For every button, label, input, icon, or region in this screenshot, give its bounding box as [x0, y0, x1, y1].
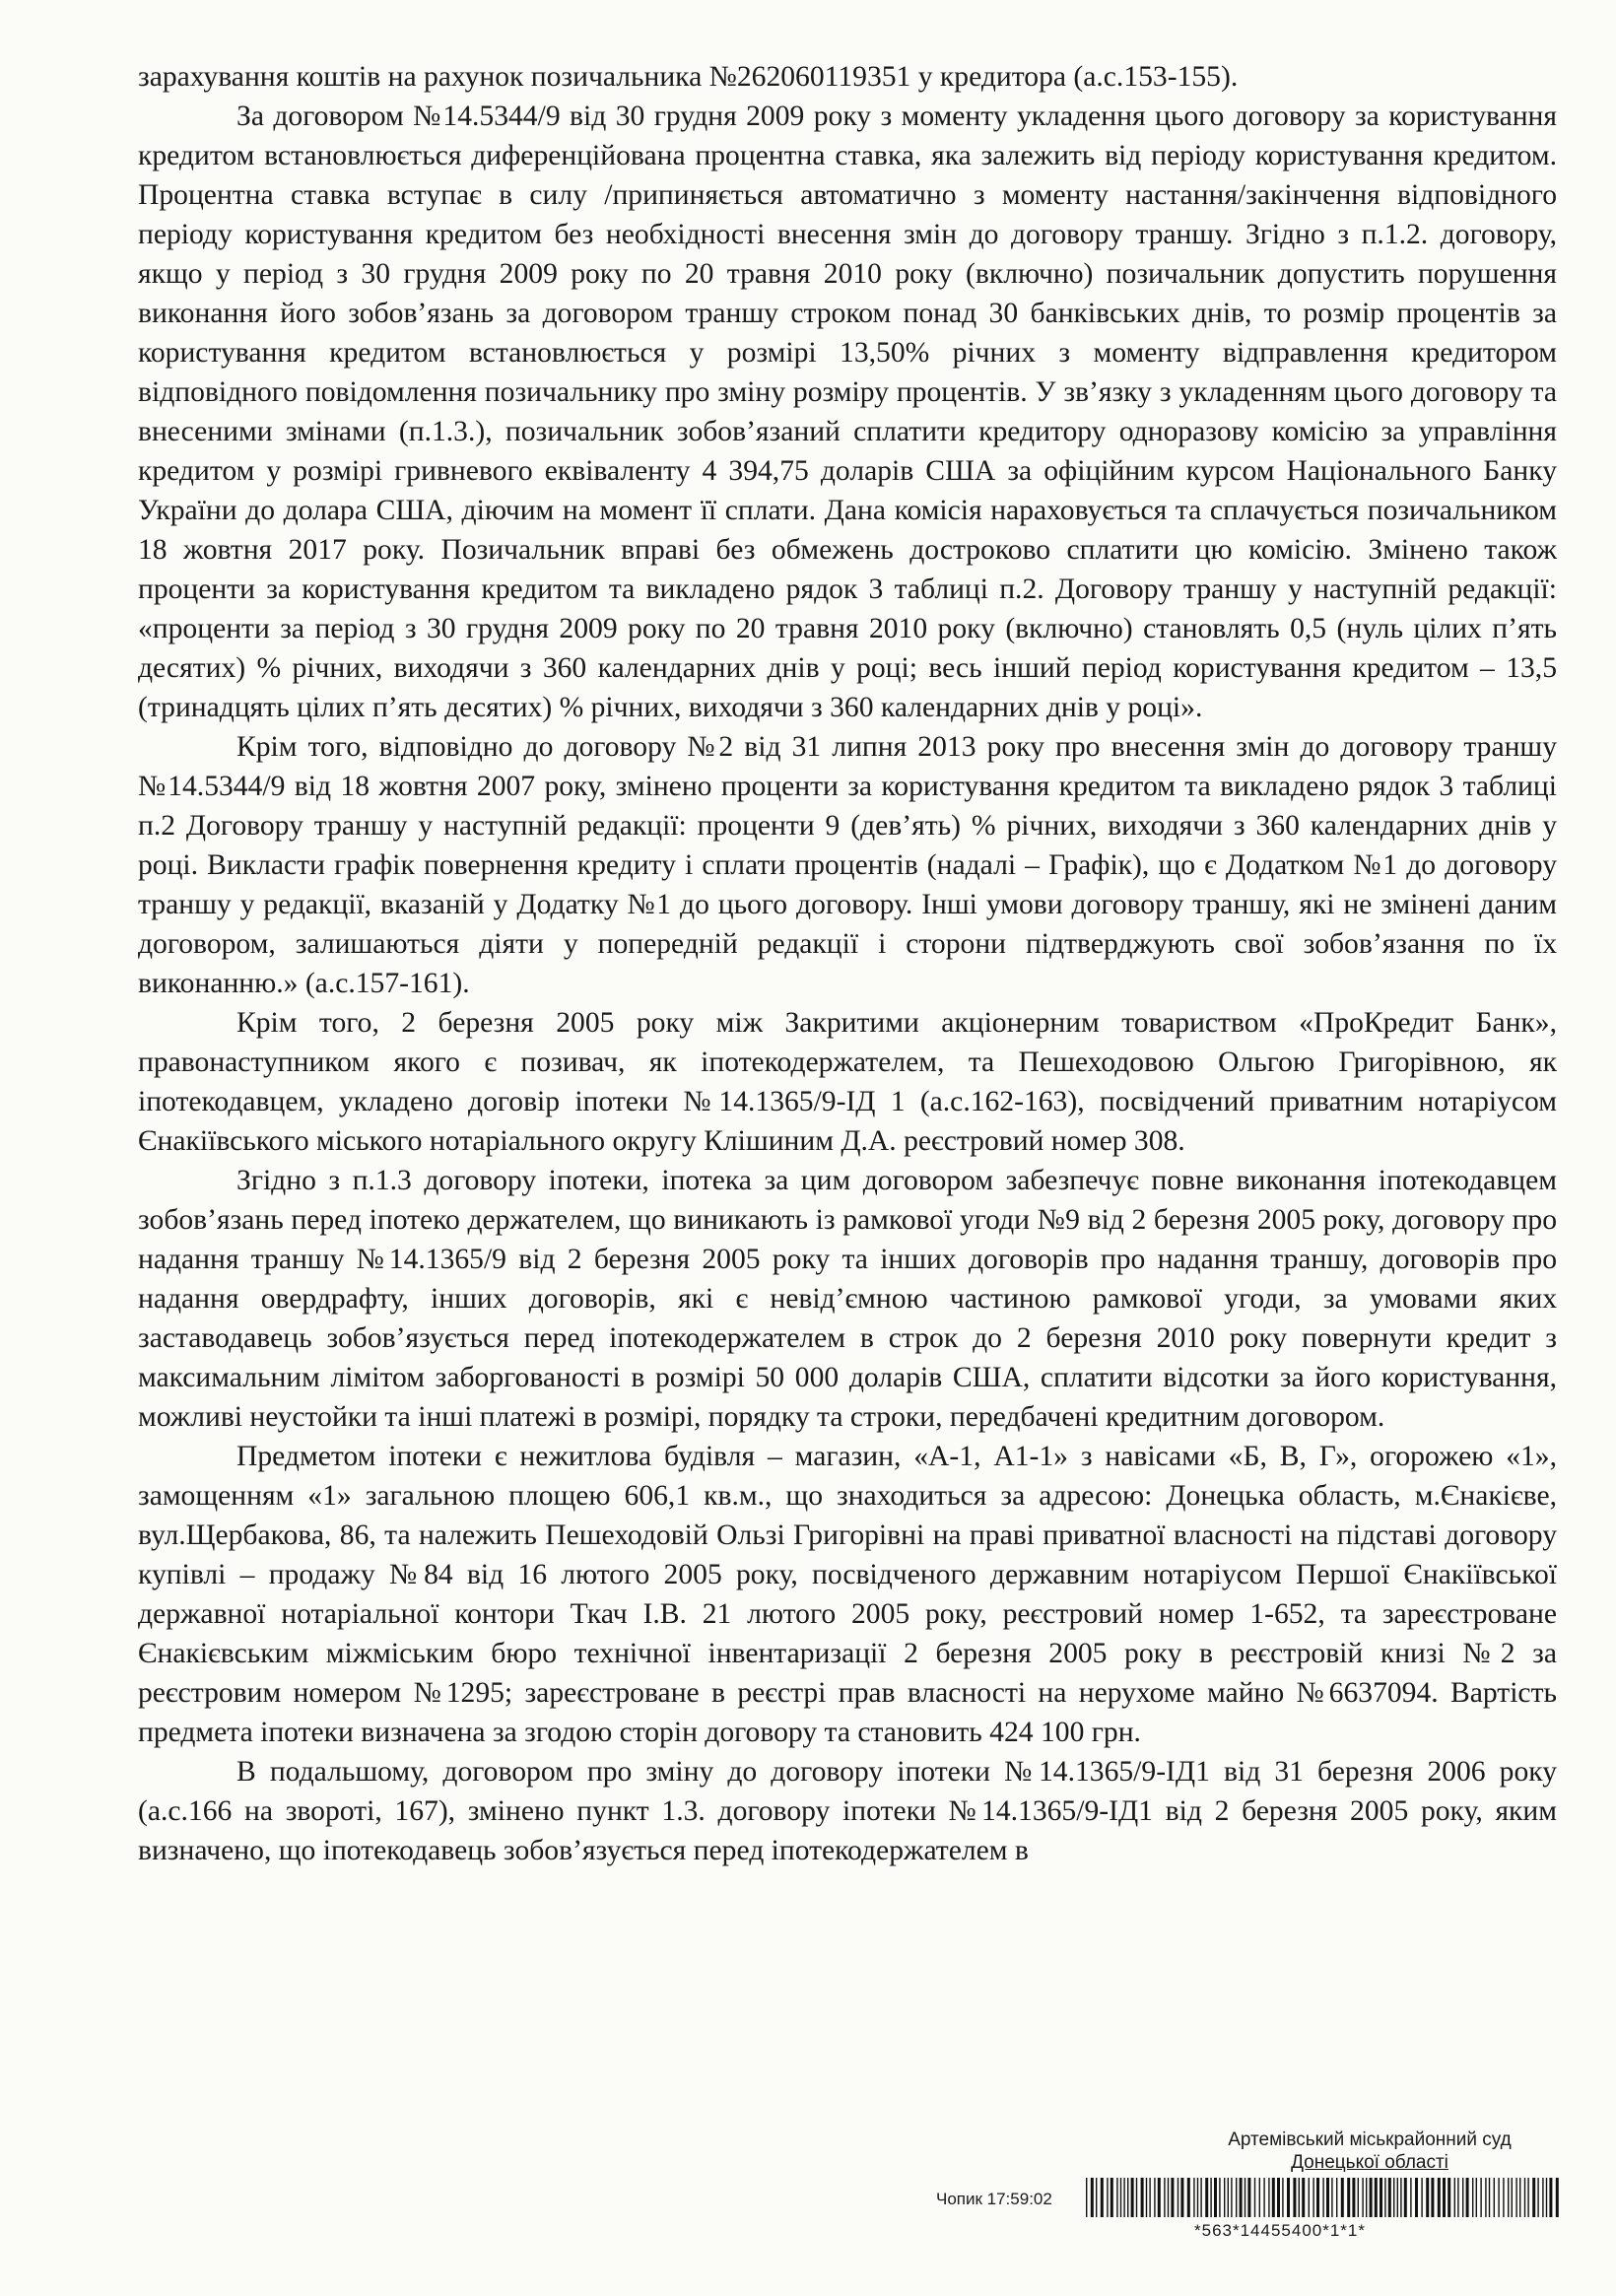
barcode-bar [1366, 2178, 1367, 2217]
barcode-bar [1168, 2178, 1169, 2217]
barcode-bar [1397, 2178, 1398, 2217]
barcode-bar [1384, 2178, 1385, 2217]
barcode-bar [1111, 2178, 1113, 2217]
paragraph-7: В подальшому, договором про зміну до договору іпотеки №14.1365/9-ІД1 від 31 березня 2006 року (а.с.166 на звороті, 167), змінено пункт 1.3. договору іпотеки №14.1365/9-ІД1 від 2 березня 2005 року, яким визначено, що іпотекодавець зобов’язується перед іпотекодержателем в [138, 1756, 1557, 1866]
barcode-bar [1116, 2178, 1117, 2217]
barcode-bar [1299, 2178, 1300, 2217]
barcode-bar [1259, 2178, 1260, 2217]
barcode-icon [1086, 2178, 1559, 2217]
operator-timestamp: Чопик 17:59:02 [936, 2190, 1052, 2208]
barcode-bar [1277, 2178, 1280, 2217]
barcode-bar [1448, 2178, 1450, 2217]
barcode-bar [1476, 2178, 1477, 2217]
barcode-bar [1200, 2178, 1201, 2217]
barcode-bar [1556, 2178, 1559, 2217]
barcode-number: *563*14455400*1*1* [1194, 2221, 1366, 2240]
barcode-bar [1158, 2178, 1161, 2217]
barcode-bar [1228, 2178, 1229, 2217]
barcode-bar [1480, 2178, 1481, 2217]
barcode-bar [1472, 2178, 1473, 2217]
barcode-bar [1498, 2178, 1499, 2217]
barcode-bar [1494, 2178, 1495, 2217]
paragraph-2: За договором №14.5344/9 від 30 грудня 2009 року з моменту укладення цього договору за користування кредитом встановлюється диференційована процентна ставка, яка залежить від періоду користування кредитом. Процентна ставка вступає в силу /припиняється автоматично з моменту настання/закінчення відповідного періоду користування кредитом без необхідності внесення змін до договору траншу. Згідно з п.1.2. договору, якщо у період з 30 грудня 2009 року по 20 травня 2010 року (включно) позичальник допустить порушення виконання його зобов’язань за договором траншу строком понад 30 банківських днів, то розмір процентів за користування кредитом встановлюється у розмірі 13,50% річних з моменту відправлення кредитором відповідного повідомлення позичальнику про зміну розміру процентів. У зв’язку з укладенням цього договору та внесеними змінами (п.1.3.), позичальник зобов’язаний сплатити кредитору одноразову комісію за управління кредитом у розмірі гривневого еквіваленту 4 394,75 доларів США за офіційним курсом Національного Банку України до долара США, діючим на момент її сплати. Дана комісія нараховується та сплачується позичальником 18 жовтня 2017 року. Позичальник вправі без обмежень достроково сплатити цю комісію. Змінено також проценти за користування кредитом та викладено рядок 3 таблиці п.2. Договору траншу у наступній редакції: «проценти за період з 30 грудня 2009 року по 20 травня 2010 року (включно) становлять 0,5 (нуль цілих п’ять десятих) % річних, виходячи з 360 календарних днів у році; весь інший період користування кредитом – 13,5 (тринадцять цілих п’ять десятих) % річних, виходячи з 360 календарних днів у році». [138, 101, 1557, 723]
barcode-bar [1164, 2178, 1165, 2217]
barcode-bar [1443, 2178, 1446, 2217]
barcode-bar [1131, 2178, 1134, 2217]
barcode-bar [1287, 2178, 1290, 2217]
barcode-bar [1187, 2178, 1190, 2217]
barcode-bar [1503, 2178, 1504, 2217]
paragraph-5: Згідно з п.1.3 договору іпотеки, іпотека за цим договором забезпечує повне виконання іпотекодавцем зобов’язань перед іпотеко держателем, що виникають із рамкової угоди №9 від 2 березня 2005 року, договору про надання траншу №14.1365/9 від 2 березня 2005 року та інших договорів про надання траншу, договорів про надання овердрафту, інших договорів, які є невід’ємною частиною рамкової угоди, за умовами яких заставодавець зобов’язується перед іпотекодержателем в строк до 2 березня 2010 року повернути кредит з максимальним лімітом заборгованості в розмірі 50 000 доларів США, сплатити відсотки за його користування, можливі неустойки та інші платежі в розмірі, порядку та строки, передбачені кредитним договором. [138, 1165, 1557, 1433]
barcode-bar [1454, 2178, 1455, 2217]
barcode-bar [1388, 2178, 1391, 2217]
barcode-bar [1322, 2178, 1323, 2217]
barcode-bar [1326, 2178, 1329, 2217]
barcode-bar [1096, 2178, 1097, 2217]
barcode-bar [1309, 2178, 1310, 2217]
barcode-bar [1508, 2178, 1509, 2217]
barcode-bar [1086, 2178, 1087, 2217]
barcode-bar [1101, 2178, 1104, 2217]
barcode-bar [1485, 2178, 1486, 2217]
barcode-bar [1268, 2178, 1269, 2217]
barcode-bar [1524, 2178, 1525, 2217]
document-body [138, 57, 1557, 1870]
court-name [1202, 2128, 1537, 2174]
barcode-bar [1410, 2178, 1411, 2217]
barcode-bar [1302, 2178, 1305, 2217]
barcode-bar [1282, 2178, 1283, 2217]
barcode-bar [1107, 2178, 1108, 2217]
barcode-bar [1205, 2178, 1208, 2217]
barcode-bar [1149, 2178, 1150, 2217]
barcode-bar [1457, 2178, 1458, 2217]
court-stamp-footer [936, 2128, 1567, 2266]
barcode-bar [1393, 2178, 1394, 2217]
barcode-bar [1231, 2178, 1232, 2217]
barcode-bar [1532, 2178, 1535, 2217]
barcode-bar [1146, 2178, 1147, 2217]
barcode-bar [1421, 2178, 1422, 2217]
barcode-bar [1219, 2178, 1220, 2217]
barcode-bar [1400, 2178, 1401, 2217]
paragraph-1: зарахування коштів на рахунок позичальника №262060119351 у кредитора (а.с.153-155). [138, 61, 1239, 93]
barcode-bar [1347, 2178, 1350, 2217]
barcode-bar [1224, 2178, 1225, 2217]
barcode-bar [1537, 2178, 1538, 2217]
barcode-bar [1091, 2178, 1094, 2217]
barcode-bar [1120, 2178, 1121, 2217]
barcode-bar [1123, 2178, 1124, 2217]
barcode-bar [1136, 2178, 1137, 2217]
barcode-bar [1245, 2178, 1246, 2217]
barcode-bar [1180, 2178, 1183, 2217]
barcode-bar [1546, 2178, 1547, 2217]
barcode-bar [1489, 2178, 1490, 2217]
barcode-bar [1542, 2178, 1543, 2217]
paragraph-6: Предметом іпотеки є нежитлова будівля – магазин, «А-1, А1-1» з навісами «Б, В, Г», огорожею «1», замощенням «1» загальною площею 606,1 кв.м., що знаходиться за адресою: Донецька область, м.Єнакієве, вул.Щербакова, 86, та належить Пешеходовій Ользі Григорівні на праві приватної власності на підставі договору купівлі – продажу №84 від 16 лютого 2005 року, посвідченого державним нотаріусом Першої Єнакіївської державної нотаріальної контори Ткач І.В. 21 лютого 2005 року, реєстровий номер 1-652, та зареєстроване Єнакієвським міжміським бюро технічної інвентаризації 2 березня 2005 року в реєстровій книзі №2 за реєстровим номером №1295; зареєстроване в реєстрі прав власності на нерухоме майно №6637094. Вартість предмета іпотеки визначена за згодою сторін договору та становить 424 100 грн. [138, 1441, 1557, 1748]
barcode-bar [1197, 2178, 1198, 2217]
barcode-bar [1247, 2178, 1250, 2217]
barcode-bar [1154, 2178, 1155, 2217]
barcode-bar [1415, 2178, 1418, 2217]
barcode-bar [1462, 2178, 1463, 2217]
barcode-bar [1466, 2178, 1469, 2217]
barcode-bar [1236, 2178, 1237, 2217]
barcode-bar [1527, 2178, 1528, 2217]
barcode-bar [1254, 2178, 1255, 2217]
barcode-bar [1193, 2178, 1194, 2217]
barcode-bar [1240, 2178, 1243, 2217]
barcode-bar [1431, 2178, 1434, 2217]
barcode-bar [1375, 2178, 1378, 2217]
barcode-bar [1293, 2178, 1296, 2217]
barcode-bar [1272, 2178, 1275, 2217]
court-name-line2: Донецької області [1291, 2152, 1448, 2173]
paragraph-4: Крім того, 2 березня 2005 року між Закритими акціонерним товариством «ПроКредит Банк», правонаступником якого є позивач, як іпотекодержателем, та Пешеходовою Ольгою Григорівною, як іпотекодавцем, укладено договір іпотеки №14.1365/9-ІД 1 (а.с.162-163), посвідчений приватним нотаріусом Єнакіївського міського нотаріального округу Клішиним Д.А. реєстровий номер 308. [138, 1007, 1557, 1157]
paragraph-3: Крім того, відповідно до договору №2 від 31 липня 2013 року про внесення змін до договору траншу №14.5344/9 від 18 жовтня 2007 року, змінено проценти за користування кредитом та викладено рядок 3 таблиці п.2 Договору траншу у наступній редакції: проценти 9 (дев’ять) % річних, виходячи з 360 календарних днів у році. Викласти графік повернення кредиту і сплати процентів (надалі – Графік), що є Додатком №1 до договору траншу у редакції, вказаній у Додатку №1 до цього договору. Інші умови договору траншу, які не змінені даним договором, залишаються діяти у попередній редакції і сторони підтверджують свої зобов’язання по їх виконанню.» (а.с.157-161). [138, 731, 1557, 999]
barcode-bar [1515, 2178, 1516, 2217]
barcode-bar [1352, 2178, 1355, 2217]
barcode-bar [1519, 2178, 1520, 2217]
barcode-bar [1214, 2178, 1217, 2217]
barcode-bar [1210, 2178, 1211, 2217]
court-name-line1: Артемівський міськрайонний суд [1228, 2129, 1512, 2150]
barcode-bar [1512, 2178, 1513, 2217]
barcode-bar [1171, 2178, 1174, 2217]
barcode-bar [1370, 2178, 1373, 2217]
barcode-bar [1263, 2178, 1264, 2217]
barcode-bar [1380, 2178, 1382, 2217]
barcode-bar [1549, 2178, 1552, 2217]
barcode-bar [1362, 2178, 1363, 2217]
barcode-bar [1426, 2178, 1429, 2217]
barcode-bar [1336, 2178, 1337, 2217]
barcode-bar [1438, 2178, 1441, 2217]
barcode-bar [1341, 2178, 1344, 2217]
barcode-bar [1141, 2178, 1144, 2217]
barcode-bar [1331, 2178, 1332, 2217]
barcode-bar [1316, 2178, 1319, 2217]
barcode-bar [1404, 2178, 1407, 2217]
barcode-bar [1127, 2178, 1128, 2217]
barcode-bar [1358, 2178, 1359, 2217]
